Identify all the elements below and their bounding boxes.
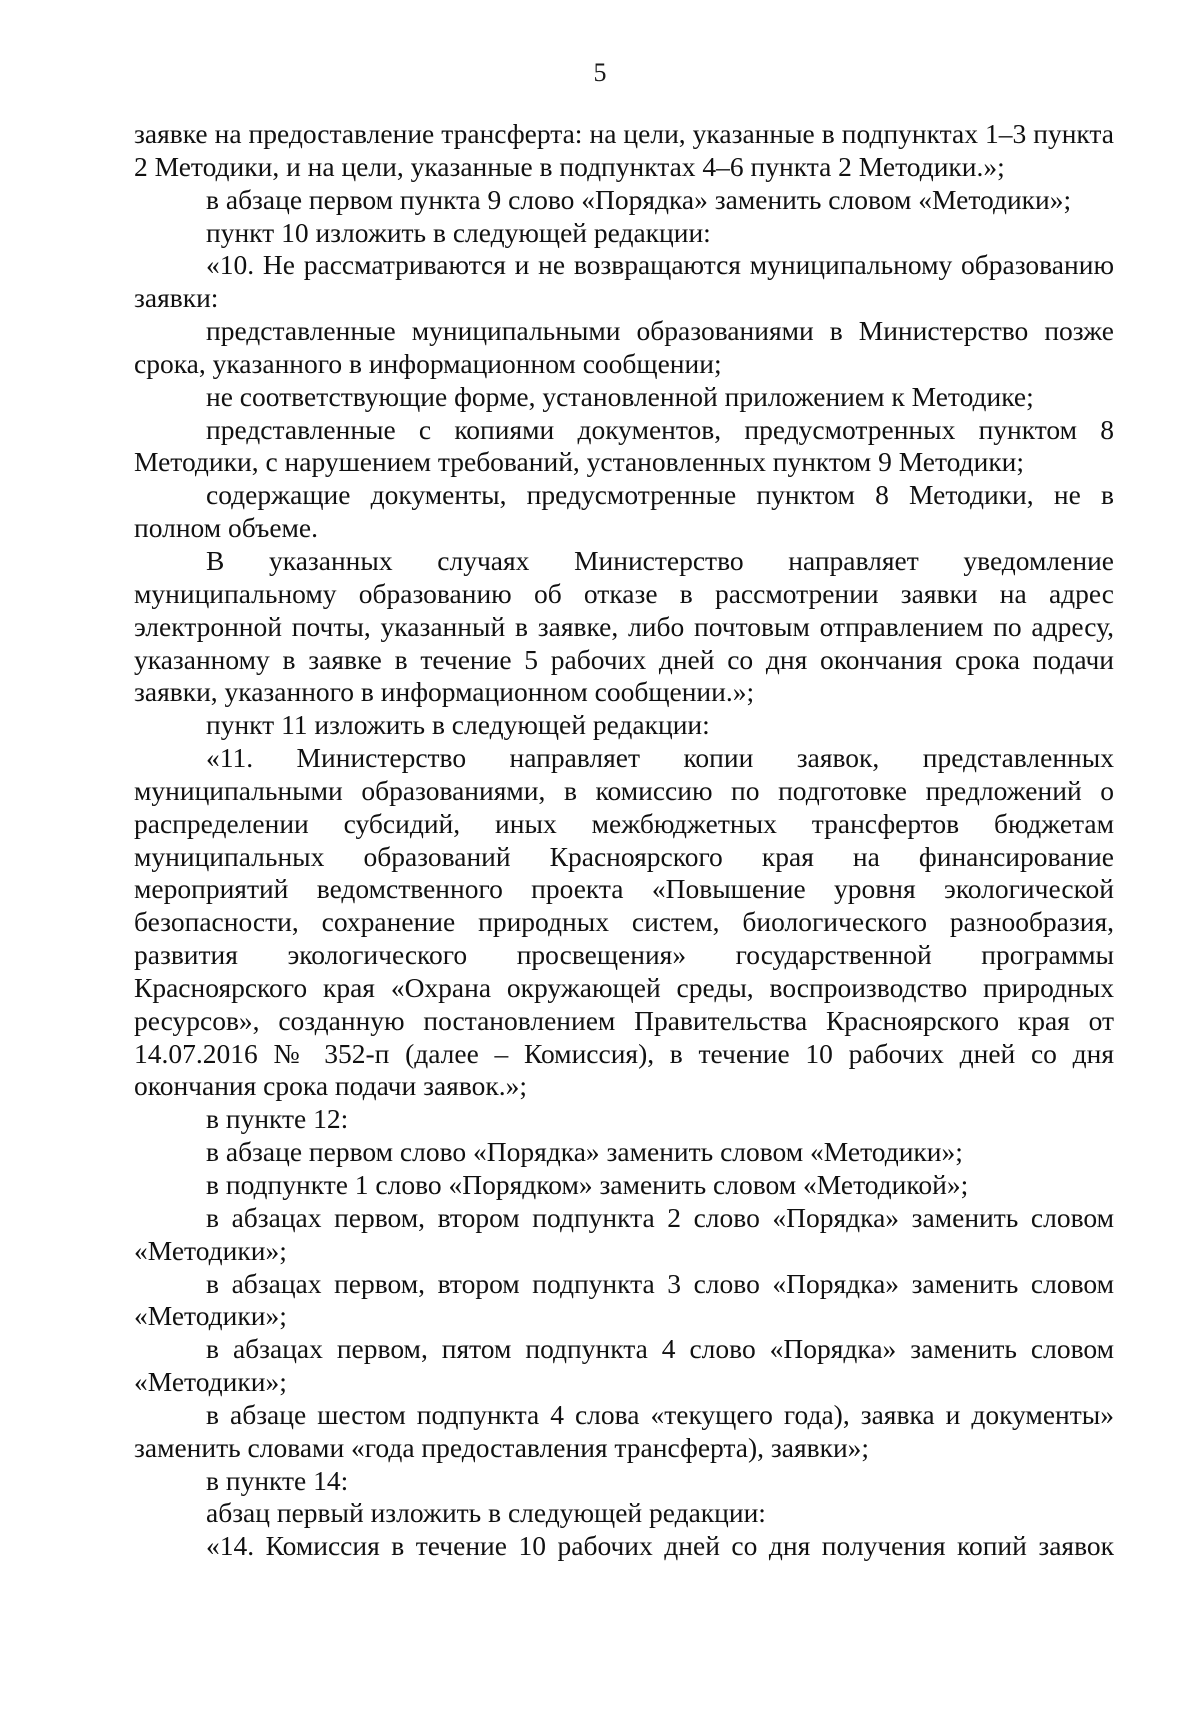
paragraph-p14-item-1: абзац первый изложить в следующей редакции: [206,1497,766,1529]
paragraph-p12-item-2: в подпункте 1 слово «Порядком» заменить словом «Методикой»; [206,1169,969,1200]
paragraph-p12-item-1: в абзаце первом слово «Порядка» заменить словом «Методики»; [206,1136,963,1168]
paragraph-p10-item-1: представленные муниципальными образованиями в Министерство позже срока, указанного в информационном сообщении; [134,315,1114,379]
paragraph-p10-notice: В указанных случаях Министерство направляет уведомление муниципальному образованию об отказе в рассмотрении заявки на адрес электронной почты, указанный в заявке, либо почтовым отправлением по адресу, указанному в заявке в течение 5 рабочих дней со дня окончания срока подачи заявки, указанного в информационном сообщении.»; [134,544,1114,708]
paragraph-p14-text: «14. Комиссия в течение 10 рабочих дней со дня получения копий заявок [206,1530,1114,1562]
paragraph-p11-intro: пункт 11 изложить в следующей редакции: [206,709,710,741]
paragraph-continuation: заявке на предоставление трансферта: на цели, указанные в подпунктах 1–3 пункта 2 Методики, и на цели, указанные в подпунктах 4–6 пункта 2 Методики.»; [134,118,1114,182]
paragraph-p12-intro: в пункте 12: [206,1103,349,1135]
paragraph-p12-item-5: в абзацах первом, пятом подпункта 4 слово «Порядка» заменить словом «Методики»; [134,1333,1114,1398]
paragraph-p10-text: «10. Не рассматриваются и не возвращаются муниципальному образованию заявки: [134,249,1114,314]
page-number: 5 [593,58,607,87]
document-body [134,118,1114,1563]
paragraph-p14-intro: в пункте 14: [206,1464,349,1496]
paragraph-p12-item-3: в абзацах первом, втором подпункта 2 слово «Порядка» заменить словом «Методики»; [134,1201,1114,1266]
paragraph-amend-p9: в абзаце первом пункта 9 слово «Порядка» заменить словом «Методики»; [206,183,1072,215]
paragraph-p12-item-4: в абзацах первом, втором подпункта 3 слово «Порядка» заменить словом «Методики»; [134,1267,1114,1332]
paragraph-p10-item-2: не соответствующие форме, установленной приложением к Методике; [206,380,1034,412]
paragraph-p10-item-4: содержащие документы, предусмотренные пунктом 8 Методики, не в полном объеме. [134,479,1114,544]
paragraph-p11-text: «11. Министерство направляет копии заявок, представленных муниципальными образованиями, в комиссию по подготовке предложений о распределении субсидий, иных межбюджетных трансфертов бюджетам муниципальных образований Красноярского края на финансирование мероприятий ведомственного проекта «Повышение уровня экологической безопасности, сохранение природных систем, биологического разнообразия, развития экологического просвещения» государственной программы Красноярского края «Охрана окружающей среды, воспроизводство природных ресурсов», созданную постановлением Правительства Красноярского края от 14.07.2016 № 352-п (далее – Комиссия), в течение 10 рабочих дней со дня окончания срока подачи заявок.»; [134,742,1114,1102]
paragraph-p12-item-6: в абзаце шестом подпункта 4 слова «текущего года), заявка и документы» заменить словами «года предоставления трансферта), заявки»; [134,1398,1114,1463]
paragraph-p10-intro: пункт 10 изложить в следующей редакции: [206,216,711,248]
paragraph-p10-item-3: представленные с копиями документов, предусмотренных пунктом 8 Методики, с нарушением требований, установленных пунктом 9 Методики; [134,413,1114,478]
